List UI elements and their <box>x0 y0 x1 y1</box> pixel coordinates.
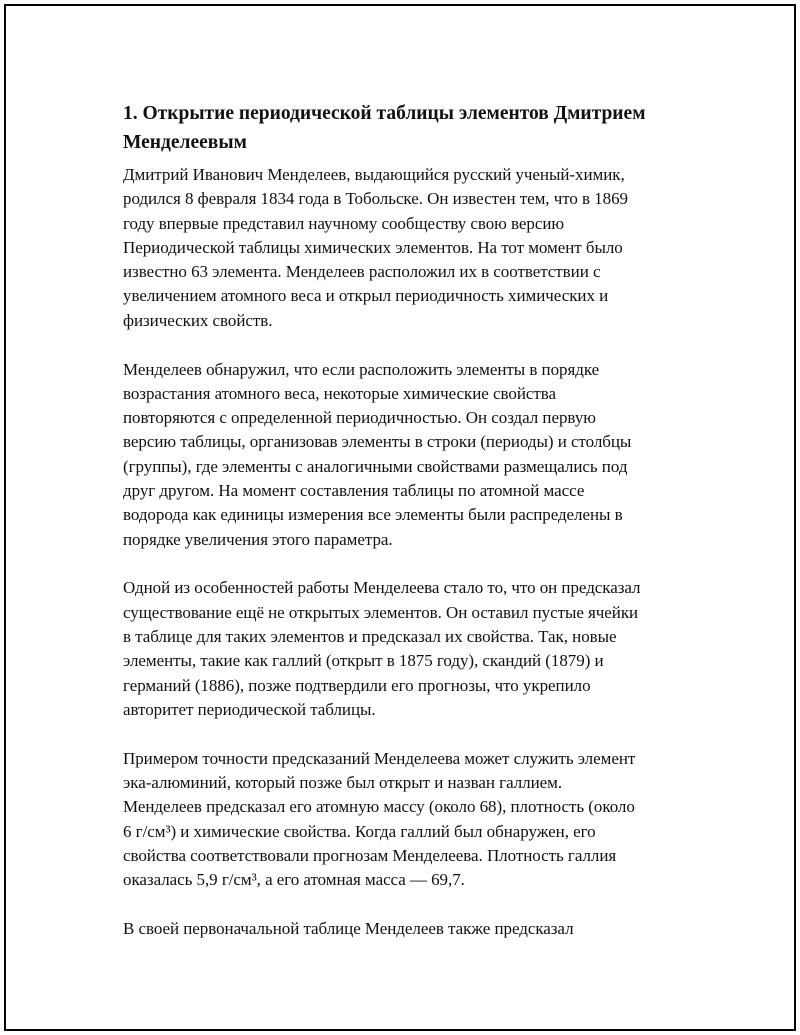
paragraph-continuation <box>123 917 698 941</box>
text-line: 6 г/см³) и химические свойства. Когда галлий был обнаружен, его <box>123 821 596 841</box>
text-line: эка-алюминий, который позже был открыт и назван галлием. <box>123 773 563 793</box>
text-line: друг другом. На момент составления таблицы по атомной массе <box>123 481 585 501</box>
text-line: порядке увеличения этого параметра. <box>123 529 393 549</box>
text-line: германий (1886), позже подтвердили его прогнозы, что укрепило <box>123 675 591 695</box>
text-line: существование ещё не открытых элементов. Он оставил пустые ячейки <box>123 602 639 622</box>
text-line: году впервые представил научному сообществу свою версию <box>123 213 565 233</box>
text-line: Примером точности предсказаний Менделеева может служить элемент <box>123 748 636 768</box>
text-line: оказалась 5,9 г/см³, а его атомная масса — 69,7. <box>123 870 465 890</box>
text-line: В своей первоначальной таблице Менделеев также предсказал <box>123 919 574 939</box>
text-line: повторяются с определенной периодичностью. Он создал первую <box>123 408 596 428</box>
paragraph-periodicity <box>123 358 698 552</box>
text-line: свойства соответствовали прогнозам Менделеева. Плотность галлия <box>123 845 617 865</box>
text-line: возрастания атомного веса, некоторые химические свойства <box>123 383 556 403</box>
paragraph-biography <box>123 163 698 333</box>
text-line: известно 63 элемента. Менделеев расположил их в соответствии с <box>123 262 601 282</box>
text-line: Периодической таблицы химических элементов. На тот момент было <box>123 237 623 257</box>
text-line: Одной из особенностей работы Менделеева стало то, что он предсказал <box>123 578 641 598</box>
paragraph-predictions <box>123 576 698 722</box>
text-line: физических свойств. <box>123 310 273 330</box>
text-line: в таблице для таких элементов и предсказал их свойства. Так, новые <box>123 627 617 647</box>
text-line: увеличением атомного веса и открыл периодичность химических и <box>123 286 609 306</box>
heading-line: 1. Открытие периодической таблицы элементов Дмитрием <box>123 103 646 124</box>
text-line: элементы, такие как галлий (открыт в 1875 году), скандий (1879) и <box>123 651 604 671</box>
text-line: водорода как единицы измерения все элементы были распределены в <box>123 505 623 525</box>
text-line: Менделеев предсказал его атомную массу (около 68), плотность (около <box>123 797 635 817</box>
text-line: авторитет периодической таблицы. <box>123 699 376 719</box>
text-line: версию таблицы, организовав элементы в строки (периоды) и столбцы <box>123 432 632 452</box>
text-line: Менделеев обнаружил, что если расположить элементы в порядке <box>123 359 600 379</box>
page-frame <box>4 4 796 1031</box>
heading-line: Менделеевым <box>123 132 247 153</box>
document-body <box>123 99 698 966</box>
text-line: Дмитрий Иванович Менделеев, выдающийся русский ученый-химик, <box>123 165 625 184</box>
text-line: (группы), где элементы с аналогичными свойствами размещались под <box>123 456 628 476</box>
text-line: родился 8 февраля 1834 года в Тобольске. Он известен тем, что в 1869 <box>123 189 628 209</box>
paragraph-gallium-example <box>123 747 698 893</box>
section-heading <box>123 99 698 157</box>
